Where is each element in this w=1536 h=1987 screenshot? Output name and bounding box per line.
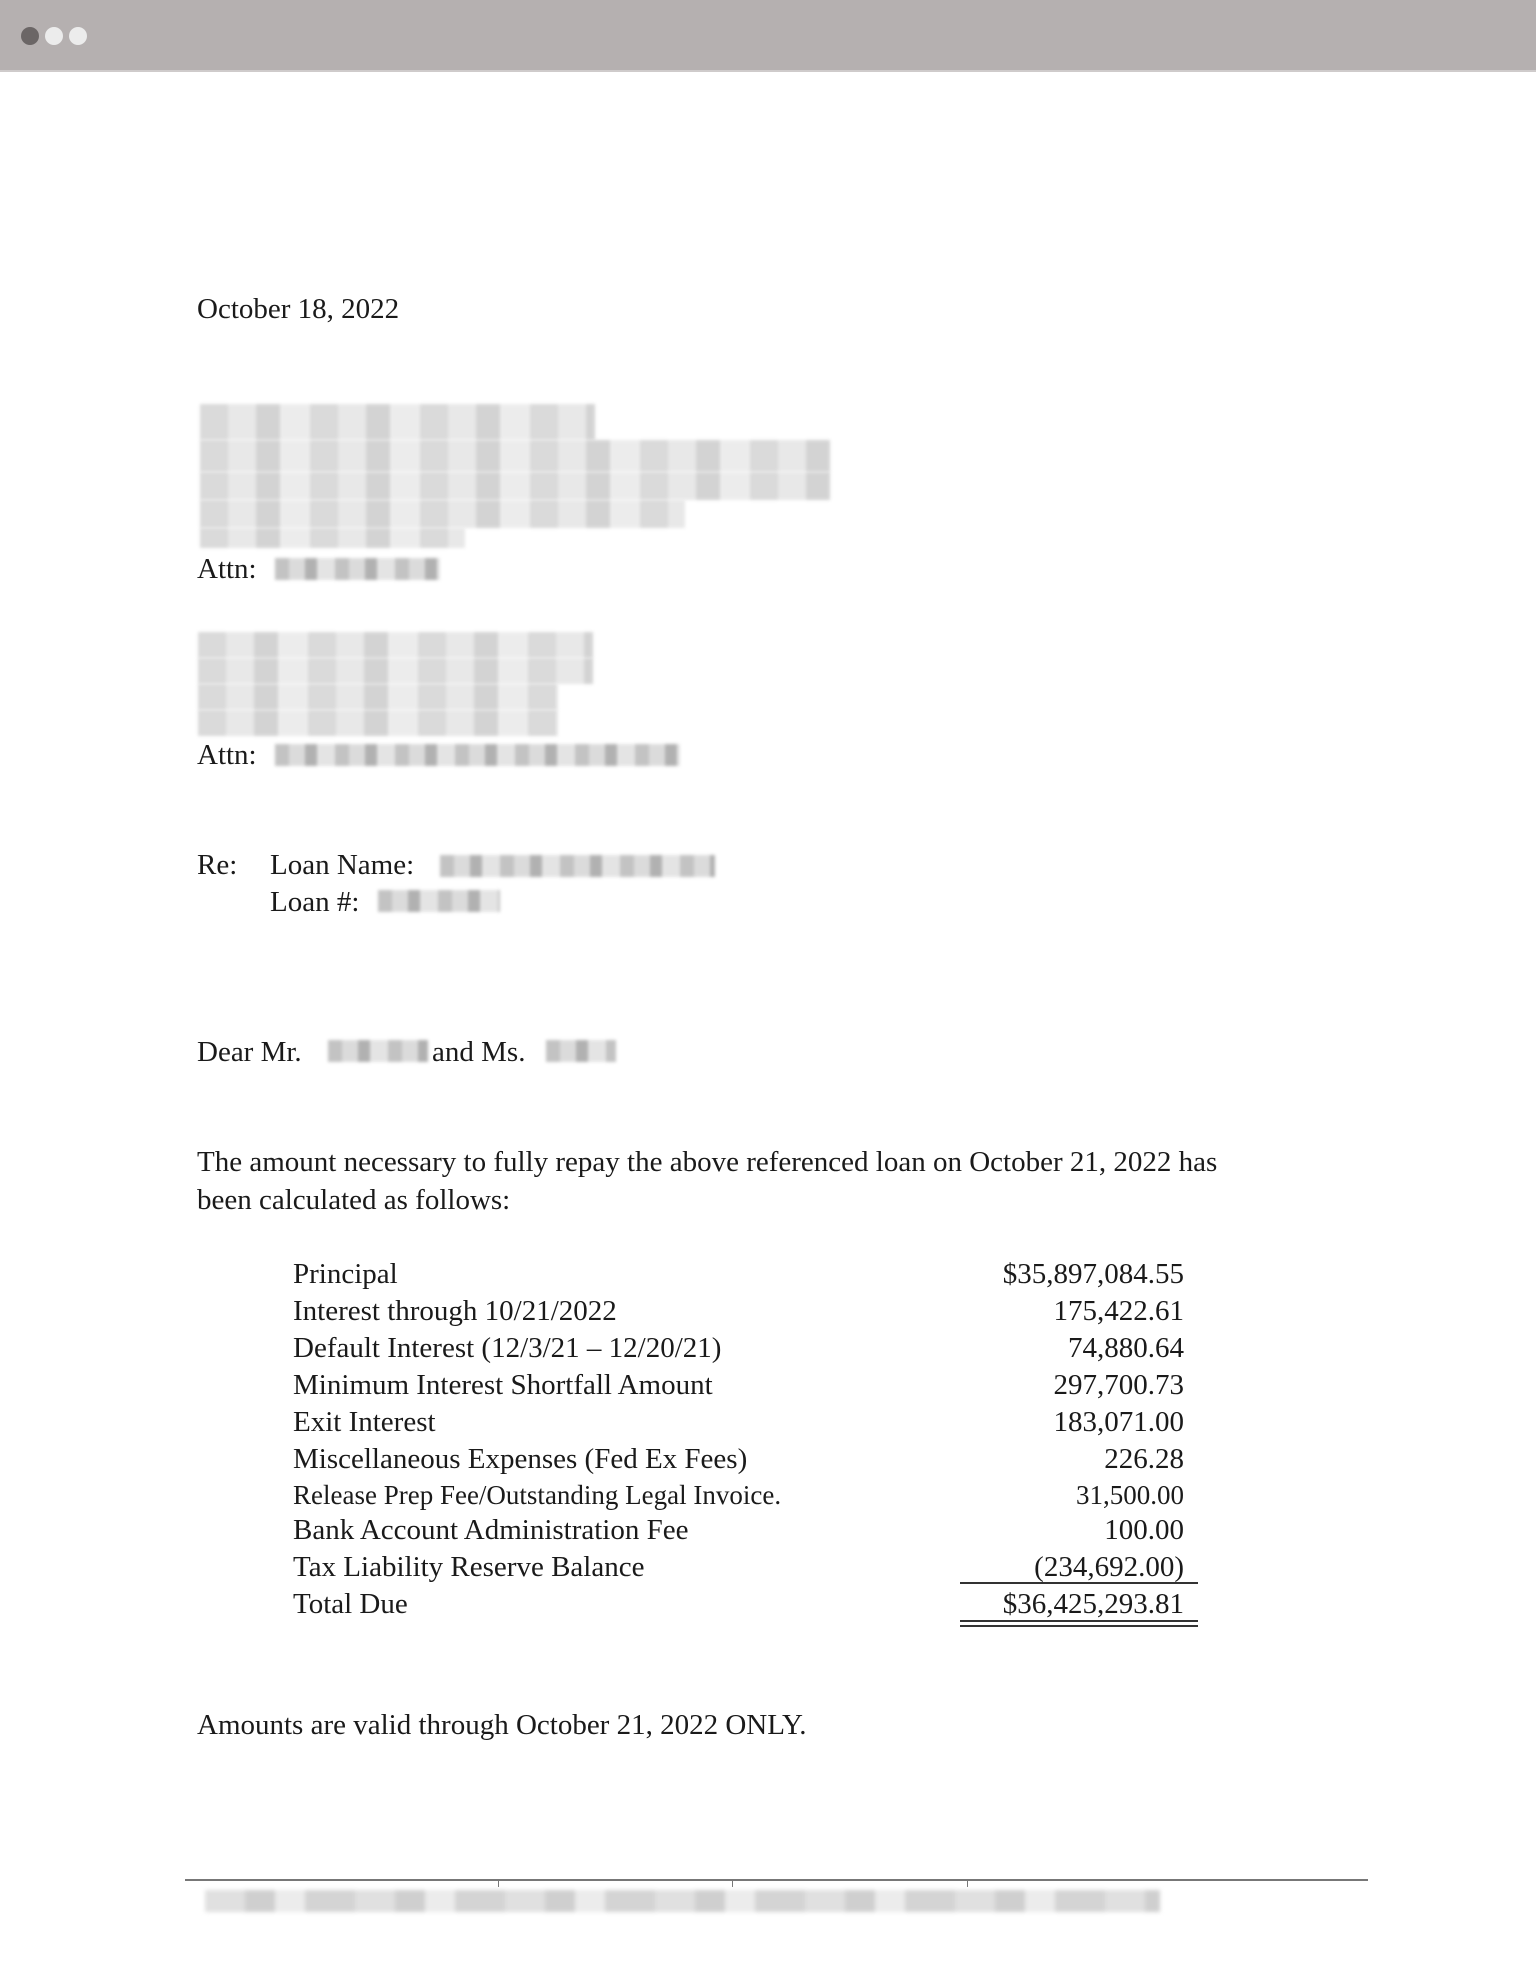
re-label: Re: <box>197 849 238 881</box>
redacted-recipient-line <box>198 658 593 684</box>
loan-number-label: Loan #: <box>270 886 360 918</box>
loan-name-label: Loan Name: <box>270 849 415 881</box>
payoff-label: Tax Liability Reserve Balance <box>293 1551 645 1583</box>
redacted-recipient-line <box>198 710 558 736</box>
payoff-total-row <box>293 1586 1198 1623</box>
footer-rule-tick <box>732 1879 733 1887</box>
payoff-value: (234,692.00) <box>1034 1551 1184 1583</box>
payoff-label: Interest through 10/21/2022 <box>293 1295 617 1327</box>
footer-rule-tick <box>967 1879 968 1887</box>
payoff-value: 183,071.00 <box>1053 1406 1184 1438</box>
minimize-window-button[interactable] <box>45 27 63 45</box>
payoff-row <box>293 1512 1198 1549</box>
payoff-row <box>293 1404 1198 1441</box>
redacted-recipient-line <box>200 404 595 440</box>
redacted-footer-address <box>205 1890 1160 1912</box>
maximize-window-button[interactable] <box>69 27 87 45</box>
redacted-loan-number <box>378 890 500 912</box>
redacted-recipient-line <box>200 440 830 472</box>
payoff-value: 226.28 <box>1104 1443 1184 1475</box>
payoff-label: Release Prep Fee/Outstanding Legal Invoice. <box>293 1480 782 1510</box>
payoff-value: 100.00 <box>1104 1514 1184 1546</box>
payoff-row <box>293 1549 1198 1586</box>
redacted-recipient-line <box>198 632 593 658</box>
redacted-recipient-line <box>198 684 558 710</box>
intro-paragraph-line-1: The amount necessary to fully repay the above referenced loan on October 21, 2022 has <box>197 1146 1218 1178</box>
redacted-recipient-line <box>200 528 465 548</box>
redacted-name <box>546 1040 616 1062</box>
payoff-label: Principal <box>293 1258 398 1290</box>
payoff-value: 297,700.73 <box>1053 1369 1184 1401</box>
close-window-button[interactable] <box>21 27 39 45</box>
footer-rule-tick <box>498 1879 499 1887</box>
payoff-row <box>293 1441 1198 1478</box>
redacted-attn-name <box>275 558 440 580</box>
salutation-prefix: Dear Mr. <box>197 1036 302 1068</box>
footer-rule <box>185 1879 1368 1881</box>
total-label: Total Due <box>293 1588 408 1620</box>
payoff-label: Default Interest (12/3/21 – 12/20/21) <box>293 1332 722 1364</box>
redacted-loan-name <box>440 855 715 877</box>
subtotal-rule <box>960 1582 1198 1584</box>
intro-paragraph-line-2: been calculated as follows: <box>197 1184 511 1216</box>
payoff-label: Exit Interest <box>293 1406 436 1438</box>
payoff-row <box>293 1330 1198 1367</box>
total-double-rule <box>960 1620 1198 1627</box>
redacted-recipient-line <box>200 500 685 528</box>
payoff-row <box>293 1478 1198 1512</box>
payoff-label: Minimum Interest Shortfall Amount <box>293 1369 713 1401</box>
payoff-row <box>293 1256 1198 1293</box>
payoff-label: Miscellaneous Expenses (Fed Ex Fees) <box>293 1443 748 1475</box>
redacted-recipient-line <box>200 472 830 500</box>
attn-label: Attn: <box>197 739 257 771</box>
payoff-label: Bank Account Administration Fee <box>293 1514 689 1546</box>
payoff-value: $35,897,084.55 <box>1002 1258 1184 1290</box>
attn-label: Attn: <box>197 553 257 585</box>
letter-date: October 18, 2022 <box>197 293 400 325</box>
window-title-bar <box>0 0 1536 72</box>
total-value: $36,425,293.81 <box>1002 1588 1184 1620</box>
payoff-value: 175,422.61 <box>1053 1295 1184 1327</box>
payoff-row <box>293 1293 1198 1330</box>
payoff-value: 31,500.00 <box>1076 1480 1184 1510</box>
payoff-table <box>293 1256 1198 1623</box>
payoff-value: 74,880.64 <box>1068 1332 1184 1364</box>
salutation-mid: and Ms. <box>432 1036 526 1068</box>
redacted-attn-name <box>275 744 680 766</box>
validity-note: Amounts are valid through October 21, 2022 ONLY. <box>197 1709 807 1741</box>
redacted-name <box>328 1040 428 1062</box>
payoff-row <box>293 1367 1198 1404</box>
